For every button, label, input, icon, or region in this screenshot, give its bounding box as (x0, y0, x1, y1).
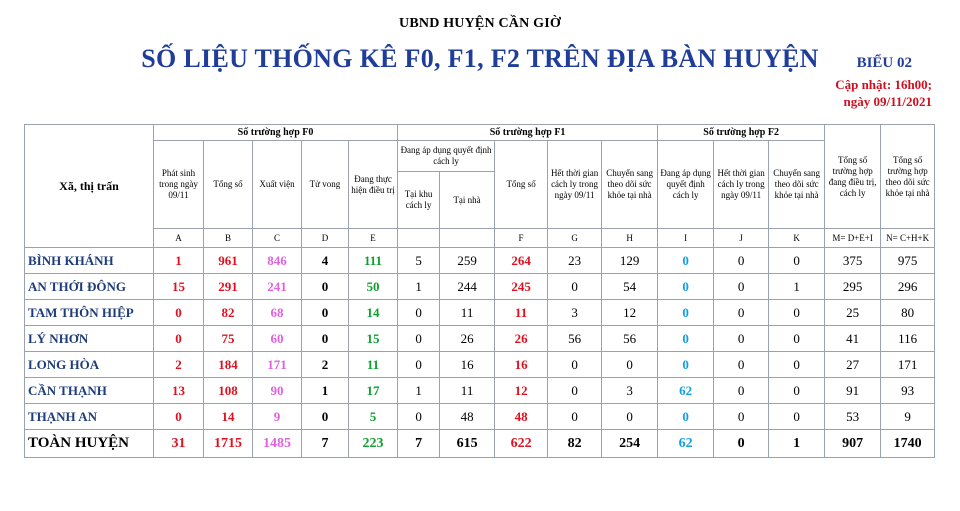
table-cell: 0 (769, 248, 825, 274)
commune-name: TAM THÔN HIỆP (25, 300, 154, 326)
statistics-table (24, 124, 935, 458)
column-code: C (253, 229, 302, 248)
table-row (25, 300, 935, 326)
table-cell: 0 (714, 274, 769, 300)
table-cell: 56 (602, 326, 658, 352)
table-cell: 295 (825, 274, 881, 300)
table-row (25, 326, 935, 352)
f1-monitor-header: Chuyển sang theo dõi sức khỏe tại nhà (602, 141, 658, 229)
table-cell: 0 (714, 326, 769, 352)
table-cell: 27 (825, 352, 881, 378)
column-code: E (349, 229, 398, 248)
table-cell: 54 (602, 274, 658, 300)
table-cell: 0 (398, 404, 440, 430)
f0-deaths-header: Tử vong (302, 141, 349, 229)
table-cell: 14 (204, 404, 253, 430)
table-cell: 1 (398, 274, 440, 300)
column-code: G (548, 229, 602, 248)
table-cell: 90 (253, 378, 302, 404)
table-cell: 0 (302, 404, 349, 430)
table-row (25, 378, 935, 404)
table-row (25, 352, 935, 378)
table-cell: 0 (769, 300, 825, 326)
table-cell: 0 (658, 248, 714, 274)
table-cell: 5 (398, 248, 440, 274)
column-code (440, 229, 495, 248)
table-cell: 0 (302, 300, 349, 326)
f0-new-header: Phát sinh trong ngày 09/11 (154, 141, 204, 229)
table-cell: 0 (714, 352, 769, 378)
column-code: B (204, 229, 253, 248)
sum-monitoring-header: Tổng số trường hợp theo dõi sức khỏe tại nhà (881, 125, 935, 229)
table-cell: 975 (881, 248, 935, 274)
table-cell: 9 (253, 404, 302, 430)
table-cell: 111 (349, 248, 398, 274)
table-cell: 245 (495, 274, 548, 300)
column-code: F (495, 229, 548, 248)
table-row (25, 248, 935, 274)
table-cell: 11 (440, 300, 495, 326)
table-cell: 184 (204, 352, 253, 378)
table-cell: 11 (440, 378, 495, 404)
table-cell: 116 (881, 326, 935, 352)
total-row (25, 430, 935, 458)
table-cell: 1485 (253, 430, 302, 458)
table-cell: 3 (602, 378, 658, 404)
organization-name: UBND HUYỆN CẦN GIỜ (399, 16, 561, 31)
table-cell: 0 (548, 352, 602, 378)
table-cell: 0 (714, 248, 769, 274)
table-cell: 0 (769, 404, 825, 430)
f1-facility-header: Tại khu cách ly (398, 172, 440, 229)
table-cell: 0 (714, 378, 769, 404)
f0-total-header: Tổng số (204, 141, 253, 229)
table-cell: 2 (302, 352, 349, 378)
table-cell: 0 (548, 378, 602, 404)
table-cell: 0 (714, 404, 769, 430)
table-cell: 14 (349, 300, 398, 326)
table-cell: 50 (349, 274, 398, 300)
table-cell: 0 (602, 404, 658, 430)
f1-total-header: Tổng số (495, 141, 548, 229)
f1-done-header: Hết thời gian cách ly trong ngày 09/11 (548, 141, 602, 229)
table-cell: 0 (548, 274, 602, 300)
column-code: A (154, 229, 204, 248)
table-cell: 961 (204, 248, 253, 274)
table-cell: 11 (349, 352, 398, 378)
table-cell: 16 (440, 352, 495, 378)
table-cell: 1 (154, 248, 204, 274)
table-cell: 296 (881, 274, 935, 300)
table-cell: 17 (349, 378, 398, 404)
table-cell: 3 (548, 300, 602, 326)
commune-column-header: Xã, thị trấn (25, 125, 154, 248)
table-cell: 0 (658, 404, 714, 430)
table-cell: 41 (825, 326, 881, 352)
f0-group-header: Số trường hợp F0 (154, 125, 398, 141)
table-cell: 7 (302, 430, 349, 458)
table-cell: 0 (398, 352, 440, 378)
table-cell: 171 (881, 352, 935, 378)
table-cell: 0 (769, 326, 825, 352)
table-cell: 4 (302, 248, 349, 274)
table-cell: 0 (154, 300, 204, 326)
table-cell: 0 (154, 404, 204, 430)
table-cell: 264 (495, 248, 548, 274)
table-cell: 0 (548, 404, 602, 430)
table-cell: 108 (204, 378, 253, 404)
table-cell: 26 (440, 326, 495, 352)
commune-name: LÝ NHƠN (25, 326, 154, 352)
table-cell: 259 (440, 248, 495, 274)
table-cell: 1715 (204, 430, 253, 458)
table-cell: 622 (495, 430, 548, 458)
table-cell: 223 (349, 430, 398, 458)
table-cell: 375 (825, 248, 881, 274)
table-cell: 615 (440, 430, 495, 458)
sum-treating-header: Tổng số trường hợp đang điều trị, cách ly (825, 125, 881, 229)
table-cell: 62 (658, 430, 714, 458)
table-cell: 7 (398, 430, 440, 458)
column-code: H (602, 229, 658, 248)
table-cell: 80 (881, 300, 935, 326)
table-cell: 1740 (881, 430, 935, 458)
table-cell: 93 (881, 378, 935, 404)
table-cell: 0 (658, 274, 714, 300)
table-cell: 0 (769, 352, 825, 378)
table-cell: 12 (602, 300, 658, 326)
table-cell: 2 (154, 352, 204, 378)
table-cell: 16 (495, 352, 548, 378)
f2-group-header: Số trường hợp F2 (658, 125, 825, 141)
table-cell: 62 (658, 378, 714, 404)
table-cell: 15 (154, 274, 204, 300)
commune-name: AN THỚI ĐÔNG (25, 274, 154, 300)
table-cell: 75 (204, 326, 253, 352)
table-cell: 13 (154, 378, 204, 404)
column-code: J (714, 229, 769, 248)
table-cell: 0 (154, 326, 204, 352)
table-cell: 0 (658, 326, 714, 352)
table-cell: 60 (253, 326, 302, 352)
table-cell: 56 (548, 326, 602, 352)
table-cell: 0 (302, 274, 349, 300)
table-cell: 1 (769, 430, 825, 458)
table-cell: 0 (398, 300, 440, 326)
table-cell: 0 (714, 430, 769, 458)
table-cell: 254 (602, 430, 658, 458)
column-code (398, 229, 440, 248)
table-cell: 1 (769, 274, 825, 300)
table-row (25, 274, 935, 300)
f1-group-header: Số trường hợp F1 (398, 125, 658, 141)
table-cell: 26 (495, 326, 548, 352)
commune-name: CẦN THẠNH (25, 378, 154, 404)
table-cell: 129 (602, 248, 658, 274)
f1-isolating-header: Đang áp dụng quyết định cách ly (398, 141, 495, 172)
table-cell: 0 (769, 378, 825, 404)
table-cell: 241 (253, 274, 302, 300)
table-cell: 291 (204, 274, 253, 300)
update-info (835, 76, 932, 110)
column-code: N= C+H+K (881, 229, 935, 248)
column-code: K (769, 229, 825, 248)
commune-name: BÌNH KHÁNH (25, 248, 154, 274)
commune-name: TOÀN HUYỆN (25, 430, 154, 458)
table-cell: 9 (881, 404, 935, 430)
table-cell: 23 (548, 248, 602, 274)
update-date: ngày 09/11/2021 (843, 94, 932, 109)
table-cell: 907 (825, 430, 881, 458)
form-number: BIỂU 02 (856, 55, 912, 71)
table-cell: 82 (204, 300, 253, 326)
table-row (25, 404, 935, 430)
table-cell: 1 (302, 378, 349, 404)
table-cell: 0 (302, 326, 349, 352)
table-cell: 31 (154, 430, 204, 458)
table-cell: 15 (349, 326, 398, 352)
update-time: Cập nhật: 16h00; (835, 77, 932, 92)
page-title: SỐ LIỆU THỐNG KÊ F0, F1, F2 TRÊN ĐỊA BÀN HUYỆN (141, 44, 819, 73)
table-cell: 846 (253, 248, 302, 274)
table-cell: 48 (440, 404, 495, 430)
f0-discharged-header: Xuất viện (253, 141, 302, 229)
f1-home-header: Tại nhà (440, 172, 495, 229)
commune-name: THẠNH AN (25, 404, 154, 430)
f2-done-header: Hết thời gian cách ly trong ngày 09/11 (714, 141, 769, 229)
table-cell: 171 (253, 352, 302, 378)
table-cell: 11 (495, 300, 548, 326)
f0-treating-header: Đang thực hiện điều trị (349, 141, 398, 229)
table-cell: 0 (714, 300, 769, 326)
table-cell: 5 (349, 404, 398, 430)
commune-name: LONG HÒA (25, 352, 154, 378)
table-cell: 91 (825, 378, 881, 404)
f2-isolating-header: Đang áp dụng quyết định cách ly (658, 141, 714, 229)
table-cell: 0 (398, 326, 440, 352)
table-cell: 0 (658, 352, 714, 378)
table-cell: 0 (658, 300, 714, 326)
table-cell: 53 (825, 404, 881, 430)
table-cell: 0 (602, 352, 658, 378)
column-code: M= D+E+I (825, 229, 881, 248)
table-cell: 12 (495, 378, 548, 404)
table-cell: 68 (253, 300, 302, 326)
table-cell: 48 (495, 404, 548, 430)
column-code: I (658, 229, 714, 248)
table-cell: 82 (548, 430, 602, 458)
table-cell: 244 (440, 274, 495, 300)
table-cell: 1 (398, 378, 440, 404)
f2-monitor-header: Chuyển sang theo dõi sức khỏe tại nhà (769, 141, 825, 229)
table-cell: 25 (825, 300, 881, 326)
column-code: D (302, 229, 349, 248)
